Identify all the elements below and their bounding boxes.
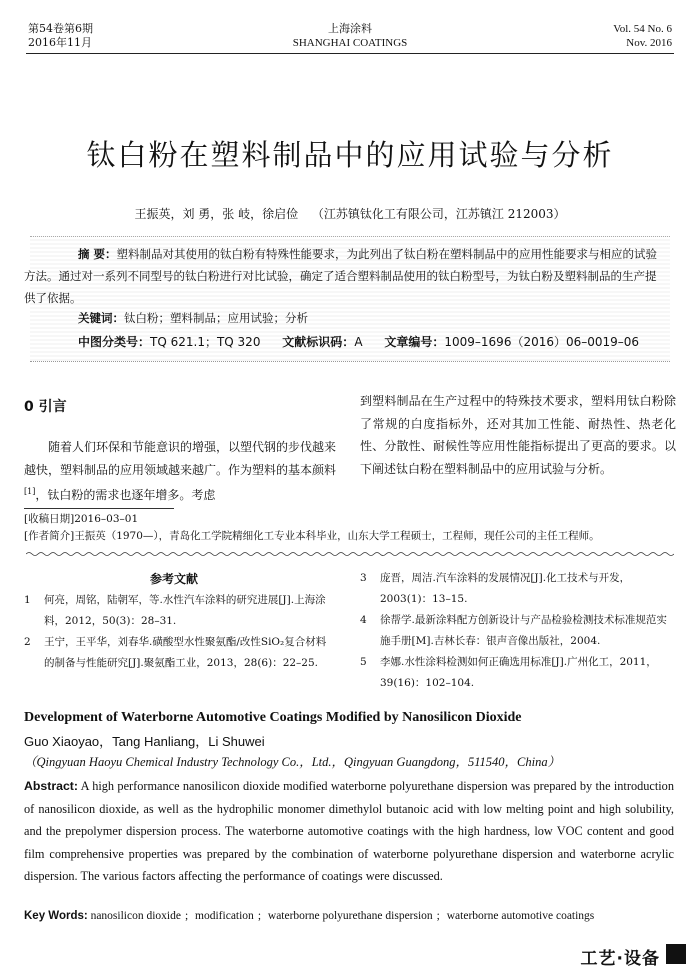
citation: [1] bbox=[24, 487, 36, 496]
affiliation: （江苏镇钛化工有限公司，江苏镇江 212003） bbox=[311, 207, 566, 221]
reference-number: 5 bbox=[360, 656, 367, 668]
article-no-value: 1009–1696（2016）06–0019–06 bbox=[444, 335, 640, 349]
reference-item bbox=[24, 590, 334, 632]
reference-text: 何亮，周铭，陆朝军，等.水性汽车涂料的研究进展[J].上海涂料，2012，50(3)：28–31. bbox=[44, 594, 326, 627]
journal-name-en: SHANGHAI COATINGS bbox=[292, 37, 408, 49]
clc-value: TQ 621.1；TQ 320 bbox=[150, 335, 261, 349]
reference-item bbox=[360, 610, 674, 652]
reference-number: 4 bbox=[360, 614, 367, 626]
footer-section-brand: 工艺·设备 bbox=[580, 949, 660, 969]
english-abstract bbox=[24, 775, 674, 888]
received-date: [收稿日期]2016–03–01 bbox=[24, 513, 139, 525]
reference-text: 李娜.水性涂料检测如何正确选用标准[J].广州化工，2011，39(16)：102–104. bbox=[380, 656, 657, 689]
keyword-separator: ; bbox=[436, 910, 440, 922]
article-no-group bbox=[384, 335, 639, 349]
english-keyword: nanosilicon dioxide bbox=[90, 910, 181, 922]
running-header-center bbox=[0, 22, 700, 50]
clc-group bbox=[78, 335, 260, 349]
reference-text: 王宁，王平华，刘春华.磺酸型水性聚氨酯/改性SiO₂复合材料的制备与性能研究[J].聚氨酯工业，2013，28(6)：22–25. bbox=[44, 636, 327, 669]
classification-line bbox=[78, 333, 657, 350]
doc-code-label: 文献标识码： bbox=[282, 335, 355, 349]
english-affiliation: （Qingyuan Haoyu Chemical Industry Technology Co.，Ltd.，Qingyuan Guangdong，511540，China） bbox=[24, 755, 561, 769]
intro-text-part1: 随着人们环保和节能意识的增强，以塑代钢的步伐越来越快，塑料制品的应用领域越来越广。作为塑料的基本颜料 bbox=[24, 440, 337, 477]
running-header-right bbox=[613, 22, 672, 50]
reference-text: 庞晋，周洁.汽车涂料的发展情况[J].化工技术与开发，2003(1)：13–15. bbox=[380, 572, 631, 605]
footer-block-mark bbox=[666, 944, 686, 964]
clc-label: 中图分类号： bbox=[78, 335, 151, 349]
header-rule bbox=[26, 53, 674, 54]
keywords-text: 钛白粉；塑料制品；应用试验；分析 bbox=[124, 311, 308, 325]
english-keyword: waterborne polyurethane dispersion bbox=[267, 910, 433, 922]
author-line bbox=[0, 205, 700, 222]
reference-text: 徐帮学.最新涂料配方创新设计与产品检验检测技术标准规范实施手册[M].吉林长春：银声音像出版社，2004. bbox=[380, 614, 667, 647]
article-no-label: 文章编号： bbox=[384, 335, 445, 349]
english-abstract-label: Abstract: bbox=[24, 779, 78, 793]
keywords-cn bbox=[78, 310, 308, 326]
author-bio: [作者简介]王振英（1970—），青岛化工学院精细化工专业本科毕业，山东大学工程硕士，工程师，现任公司的主任工程师。 bbox=[24, 530, 600, 542]
date-en: Nov. 2016 bbox=[626, 37, 672, 49]
reference-item bbox=[24, 632, 334, 674]
abstract-label: 摘 要： bbox=[78, 247, 117, 261]
reference-number: 1 bbox=[24, 594, 31, 606]
keyword-separator: ; bbox=[184, 910, 189, 922]
reference-item bbox=[360, 652, 674, 694]
keywords-label: 关键词： bbox=[78, 311, 124, 325]
english-abstract-text: A high performance nanosilicon dioxide modified waterborne polyurethane dispersion was prepared by the introduction of nanosilicon dioxide, as well as the hydrophilic monomer dimethylol butanoic acid with low melting point and high solubility, and the prepolymer dispersion process. The waterborne automotive coatings with the high hardness, low VOC content and good film comprehensive properties was prepared by the combination of waterborne polyurethane dispersion and waterborne acrylic dispersion. The various factors affecting the performance of coatings were discussed. bbox=[24, 779, 674, 883]
abstract-text: 塑料制品对其使用的钛白粉有特殊性能要求，为此列出了钛白粉在塑料制品中的应用性能要求与相应的试验方法。通过对一系列不同型号的钛白粉进行对比试验，确定了适合塑料制品使用的钛白粉型号，为钛白粉及塑料制品的生产提供了依据。 bbox=[24, 247, 658, 305]
wavy-divider bbox=[26, 551, 674, 557]
keyword-separator: ; bbox=[257, 910, 262, 922]
english-keywords bbox=[24, 910, 594, 922]
date-cn: 2016年11月 bbox=[28, 36, 92, 49]
authors: 王振英，刘 勇，张 岐，徐启俭 bbox=[134, 207, 299, 221]
reference-item bbox=[360, 568, 674, 610]
english-title: Development of Waterborne Automotive Coatings Modified by Nanosilicon Dioxide bbox=[24, 710, 522, 725]
english-keyword: modification bbox=[195, 910, 254, 922]
doc-code-group bbox=[282, 335, 362, 349]
english-keyword: waterborne automotive coatings bbox=[446, 910, 595, 922]
journal-name-cn: 上海涂料 bbox=[328, 22, 372, 35]
abstract-cn bbox=[24, 243, 666, 309]
reference-number: 3 bbox=[360, 572, 367, 584]
reference-number: 2 bbox=[24, 636, 31, 648]
intro-right-column: 到塑料制品在生产过程中的特殊技术要求，塑料用钛白粉除了常规的白度指标外，还对其加工性能、耐热性、热老化性、分散性、耐候性等应用性能指标提出了更高的要求。以下阐述钛白粉在塑料制品中的应用试验与分析。 bbox=[360, 394, 676, 476]
article-title: 钛白粉在塑料制品中的应用试验与分析 bbox=[86, 138, 614, 172]
volume-issue-cn: 第54卷第6期 bbox=[28, 22, 93, 35]
footnote-rule bbox=[24, 508, 174, 509]
doc-code-value: A bbox=[354, 335, 363, 349]
volume-issue-en: Vol. 54 No. 6 bbox=[613, 23, 672, 35]
intro-left-column bbox=[24, 436, 336, 507]
english-authors: Guo Xiaoyao，Tang Hanliang，Li Shuwei bbox=[24, 734, 265, 749]
intro-text-part2: ，钛白粉的需求也逐年增多。考虑 bbox=[35, 488, 216, 502]
section-heading: 0 引言 bbox=[24, 399, 67, 415]
references-heading: 参考文献 bbox=[150, 572, 199, 586]
english-keywords-label: Key Words: bbox=[24, 910, 88, 922]
footnotes bbox=[24, 511, 600, 545]
